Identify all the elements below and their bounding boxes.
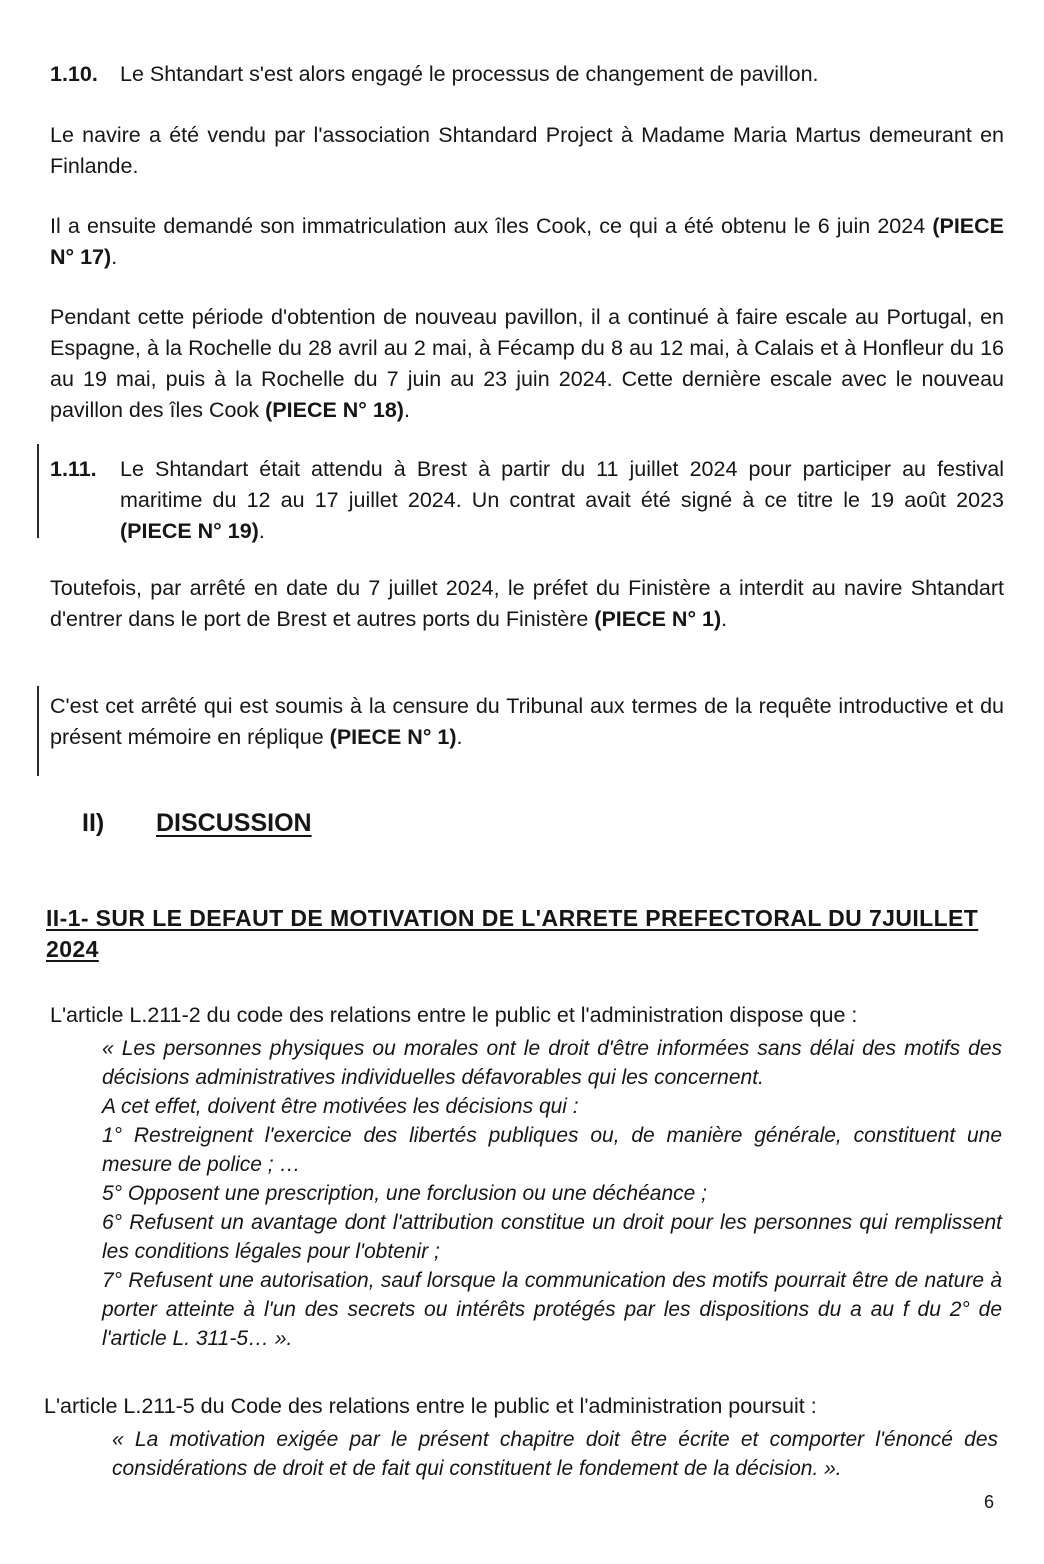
section-1-11 — [50, 454, 1004, 547]
margin-revision-bar — [37, 686, 39, 776]
section-text: Le Shtandart s'est alors engagé le processus de changement de pavillon. — [120, 62, 819, 86]
paragraph-arrete — [50, 573, 1004, 635]
article-211-2-quote — [102, 1034, 1002, 1353]
quote-line: 7° Refusent une autorisation, sauf lorsque la communication des motifs pourrait être de nature à porter atteinte à l'un des secrets ou intérêts protégés par les dispositions du a au f du 2° de l'article L. 311-5… ». — [102, 1269, 1002, 1350]
piece-reference: (PIECE N° 18) — [265, 398, 404, 422]
page-number: 6 — [984, 1492, 995, 1512]
section-end: . — [258, 519, 265, 543]
paragraph-censure — [50, 691, 1004, 753]
paragraph-end: . — [456, 725, 463, 749]
heading-roman-numeral: II) — [82, 809, 105, 837]
paragraph-text: Il a ensuite demandé son immatriculation aux îles Cook, ce qui a été obtenu le 6 juin 2024 — [50, 214, 933, 238]
quote-line: 6° Refusent un avantage dont l'attribution constitue un droit pour les personnes qui remplissent les conditions légales pour l'obtenir ; — [102, 1211, 1002, 1263]
section-text: Le Shtandart était attendu à Brest à partir du 11 juillet 2024 pour participer au festival maritime du 12 au 17 juillet 2024. Un contrat avait été signé à ce titre le 19 août 2023 — [120, 457, 1004, 512]
piece-reference: (PIECE N° 1) — [329, 725, 457, 749]
paragraph-text: Pendant cette période d'obtention de nouveau pavillon, il a continué à faire escale au Portugal, en Espagne, à la Rochelle du 28 avril au 2 mai, à Fécamp du 8 au 12 mai, à Calais et à Honfleur du 16 au 19 mai, puis à la Rochelle du 7 juin au 23 juin 2024. Cette dernière escale avec le nouveau pavillon des îles Cook — [50, 305, 1004, 422]
section-1-10 — [50, 59, 1004, 90]
paragraph-text: Toutefois, par arrêté en date du 7 juillet 2024, le préfet du Finistère a interdit au navire Shtandart d'entrer dans le port de Brest et autres ports du Finistère — [50, 576, 1004, 631]
quote-line: A cet effet, doivent être motivées les décisions qui : — [102, 1095, 579, 1118]
quote-line: « Les personnes physiques ou morales ont le droit d'être informées sans délai des motifs des décisions administratives individuelles défavorables qui les concernent. — [102, 1037, 1002, 1089]
paragraph-end: . — [403, 398, 410, 422]
quote-line: 5° Opposent une prescription, une forclusion ou une déchéance ; — [102, 1182, 707, 1205]
section-body — [120, 454, 1004, 547]
paragraph-registration — [50, 211, 1004, 273]
margin-revision-bar — [37, 444, 39, 538]
heading-title: DISCUSSION — [156, 809, 312, 837]
paragraph-sale: Le navire a été vendu par l'association Shtandard Project à Madame Maria Martus demeurant en Finlande. — [50, 123, 1004, 178]
article-211-2-intro: L'article L.211-2 du code des relations entre le public et l'administration dispose que : — [50, 1003, 858, 1027]
section-heading-discussion — [82, 806, 312, 840]
quote-line: « La motivation exigée par le présent chapitre doit être écrite et comporter l'énoncé des considérations de droit et de fait qui constituent le fondement de la décision. ». — [112, 1428, 998, 1480]
section-number: 1.10. — [50, 62, 98, 86]
quote-line: 1° Restreignent l'exercice des libertés publiques ou, de manière générale, constituent une mesure de police ; … — [102, 1124, 1002, 1176]
paragraph-text: C'est cet arrêté qui est soumis à la censure du Tribunal aux termes de la requête introductive et du présent mémoire en réplique — [50, 694, 1004, 749]
section-number: 1.11. — [50, 457, 97, 481]
piece-reference: (PIECE N° 17) — [50, 214, 1004, 269]
subsection-heading-ii-1: II-1- SUR LE DEFAUT DE MOTIVATION DE L'ARRETE PREFECTORAL DU 7JUILLET 2024 — [46, 905, 979, 962]
paragraph-end: . — [721, 607, 728, 631]
article-211-5-intro: L'article L.211-5 du Code des relations entre le public et l'administration poursuit : — [44, 1394, 817, 1418]
paragraph-ports — [50, 302, 1004, 426]
paragraph-end: . — [111, 245, 118, 269]
piece-reference: (PIECE N° 19) — [120, 519, 259, 543]
article-211-5-quote — [112, 1425, 998, 1483]
piece-reference: (PIECE N° 1) — [594, 607, 722, 631]
